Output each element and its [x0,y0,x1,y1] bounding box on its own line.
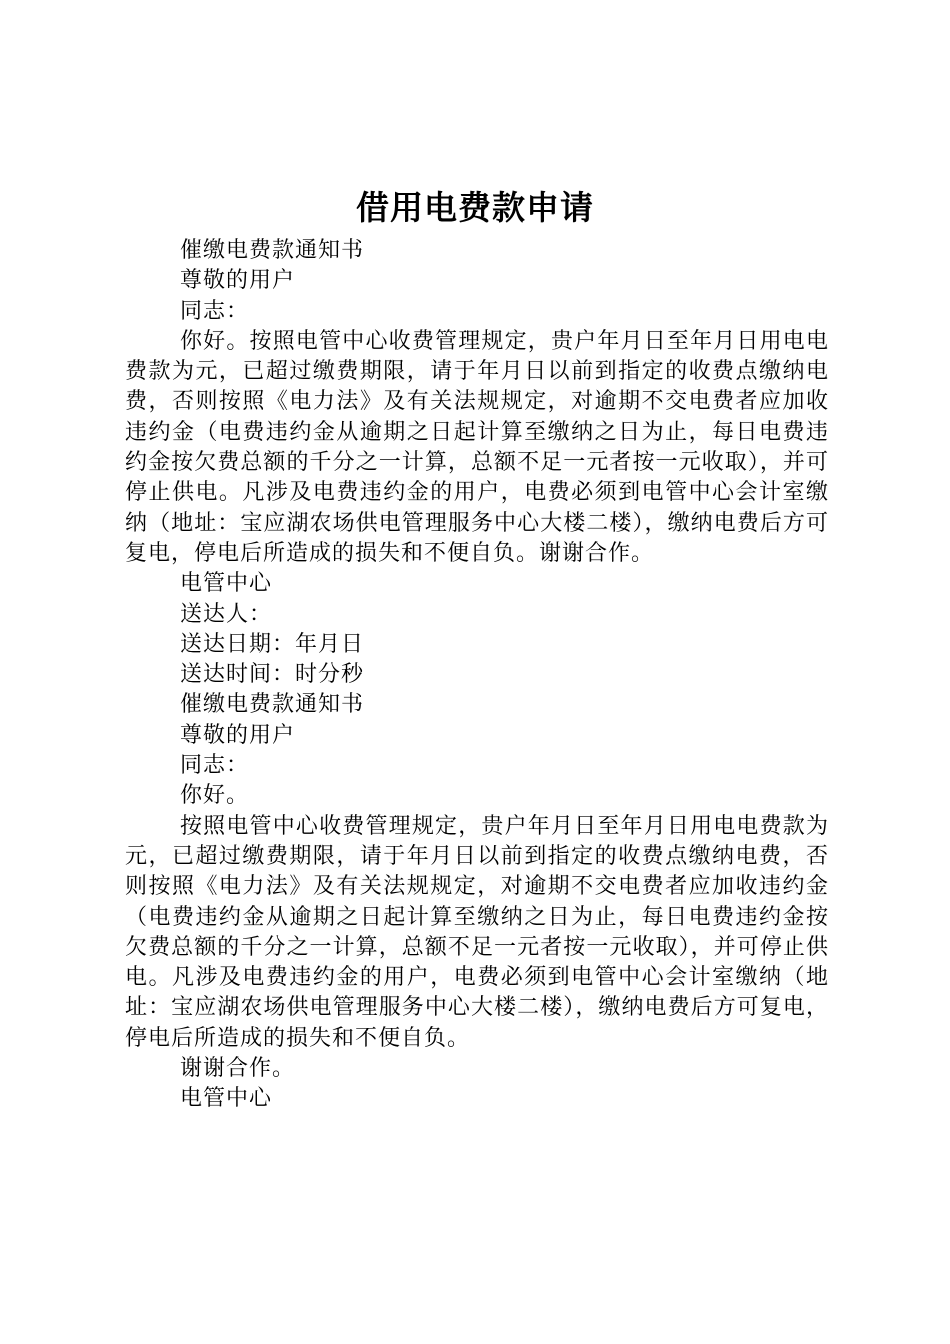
document-title: 借用电费款申请 [356,188,594,227]
salutation-2: 尊敬的用户 [180,722,296,748]
sender-signature-2: 电管中心 [180,1086,273,1112]
delivered-by-field: 送达人： [180,601,273,627]
document-body [125,236,829,1115]
delivery-time-field: 送达时间：时分秒 [180,662,365,688]
thanks-line: 谢谢合作。 [180,1056,296,1082]
notice-body-paragraph-2: 按照电管中心收费管理规定，贵户年月日至年月日用电电费款为元，已超过缴费期限，请于年月日以前到指定的收费点缴纳电费，否则按照《电力法》及有关法规规定，对逾期不交电费者应加收违约金（电费违约金从逾期之日起计算至缴纳之日为止，每日电费违约金按欠费总额的千分之一计算，总额不足一元者按一元收取），并可停止供电。凡涉及电费违约金的用户，电费必须到电管中心会计室缴纳（地址：宝应湖农场供电管理服务中心大楼二楼），缴纳电费后方可复电，停电后所造成的损失和不便自负。 [125,813,829,1051]
notice-body-paragraph: 你好。按照电管中心收费管理规定，贵户年月日至年月日用电电费款为元，已超过缴费期限，请于年月日以前到指定的收费点缴纳电费，否则按照《电力法》及有关法规规定，对逾期不交电费者应加收违约金（电费违约金从逾期之日起计算至缴纳之日为止，每日电费违约金按欠费总额的千分之一计算，总额不足一元者按一元收取），并可停止供电。凡涉及电费违约金的用户，电费必须到电管中心会计室缴纳（地址：宝应湖农场供电管理服务中心大楼二楼），缴纳电费后方可复电，停电后所造成的损失和不便自负。谢谢合作。 [125,328,829,566]
sender-signature: 电管中心 [180,571,273,597]
salutation: 尊敬的用户 [180,268,296,294]
salutation-comrade-2: 同志： [180,753,250,779]
greeting-2: 你好。 [180,783,250,809]
notice-heading-2: 催缴电费款通知书 [180,692,365,718]
salutation-comrade: 同志： [180,298,250,324]
notice-heading: 催缴电费款通知书 [180,238,365,263]
delivery-date-field: 送达日期：年月日 [180,631,365,657]
